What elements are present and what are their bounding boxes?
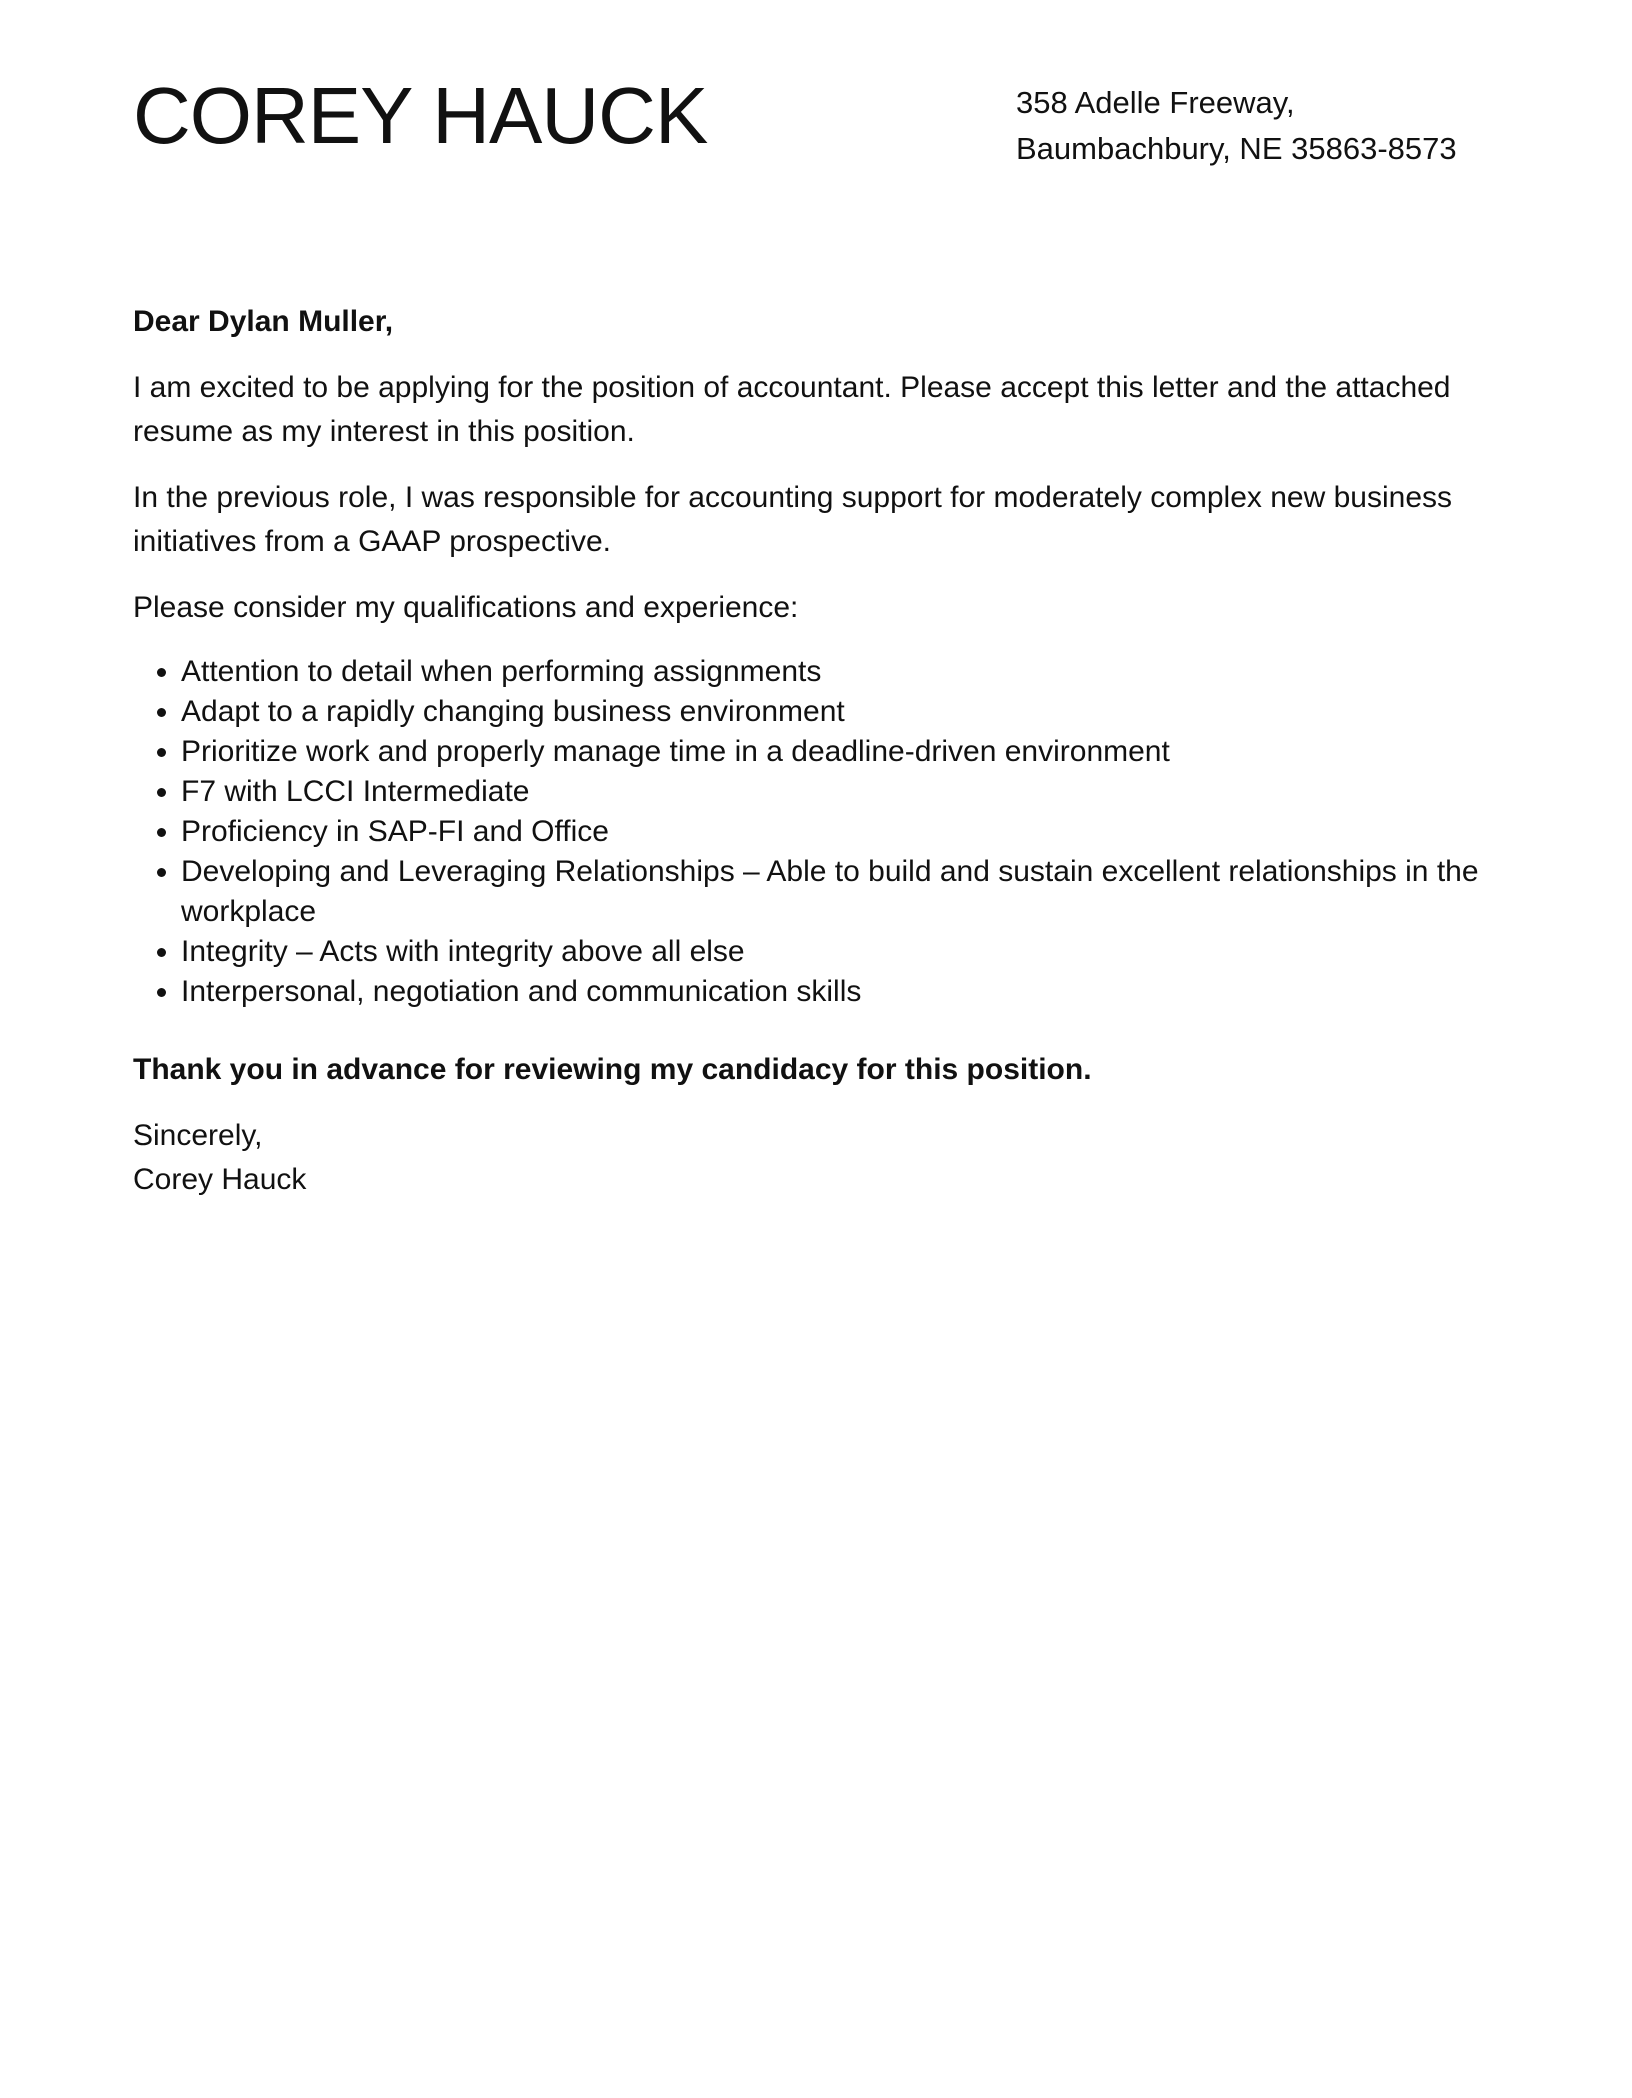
address-line-2: Baumbachbury, NE 35863-8573 — [1016, 131, 1457, 166]
list-item: • Developing and Leveraging Relationships – Able to build and sustain excellent relationships in the workplace — [181, 852, 1513, 932]
closing-statement: Thank you in advance for reviewing my candidacy for this position. — [133, 1053, 1092, 1086]
letter-body — [133, 300, 1513, 1202]
signoff-block — [133, 1114, 1513, 1202]
qualifications-list — [133, 652, 1513, 1012]
qualifications-intro: Please consider my qualifications and experience: — [133, 591, 799, 624]
list-item: • Adapt to a rapidly changing business environment — [181, 692, 1513, 732]
list-item: • Proficiency in SAP-FI and Office — [181, 812, 1513, 852]
list-item: • Attention to detail when performing assignments — [181, 652, 1513, 692]
list-item: • F7 with LCCI Intermediate — [181, 772, 1513, 812]
intro-paragraph: I am excited to be applying for the position of accountant. Please accept this letter and the attached resume as my interest in this position. — [133, 371, 1451, 448]
salutation: Dear Dylan Muller, — [133, 305, 394, 338]
list-item: • Interpersonal, negotiation and communication skills — [181, 972, 1513, 1012]
applicant-address — [1016, 80, 1457, 172]
list-item: • Integrity – Acts with integrity above all else — [181, 932, 1513, 972]
signature-name: Corey Hauck — [133, 1163, 307, 1196]
address-line-1: 358 Adelle Freeway, — [1016, 85, 1295, 120]
signoff: Sincerely, — [133, 1119, 263, 1152]
list-item: • Prioritize work and properly manage time in a deadline-driven environment — [181, 732, 1513, 772]
experience-paragraph: In the previous role, I was responsible for accounting support for moderately complex new business initiatives from a GAAP prospective. — [133, 481, 1453, 558]
applicant-name: COREY HAUCK — [133, 71, 708, 160]
